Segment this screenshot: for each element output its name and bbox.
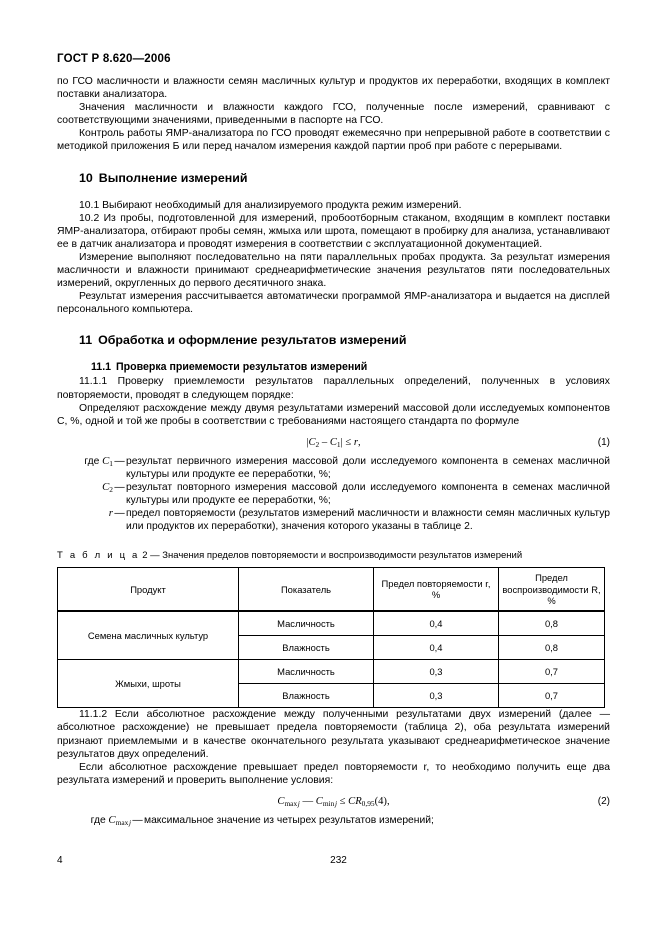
formula-1: $|C_2 - C_1| \le r$, xyxy=(306,436,361,449)
formula-1-number: (1) xyxy=(597,436,610,448)
section-10-title: Выполнение измерений xyxy=(98,170,248,185)
table-row xyxy=(58,660,605,684)
column-header-line1: Предел воспроизводимости R, xyxy=(502,572,601,595)
table-row xyxy=(58,611,605,636)
section-10-paragraph-4: Результат измерения рассчитывается автоматически программой ЯМР-анализатора и выдается на дисплей персонального компьютера. xyxy=(57,291,610,316)
cell-product: Жмыхи, шроты xyxy=(58,660,239,708)
section-10-paragraph-1: 10.1 Выбирают необходимый для анализируемого продукта режим измерений. xyxy=(79,199,462,211)
cell-indicator: Влажность xyxy=(239,684,374,708)
definition-lead: где xyxy=(90,814,106,826)
cell-reproducibility: 0,8 xyxy=(499,611,605,636)
definition-dash: — xyxy=(114,508,125,520)
definition-text: предел повторяемости (результатов измерений масличности и влажности семян масличных культур или продуктов их переработки), значения которого указаны в таблице 2. xyxy=(126,508,610,533)
footer-page-number-left: 4 xyxy=(57,855,63,866)
table-2-body xyxy=(58,611,605,708)
definition-text: результат первичного измерения массовой доли исследуемого компонента в семенах масличной культуры или продукте ее переработки, %; xyxy=(126,455,610,480)
cell-repeatability: 0,3 xyxy=(374,684,499,708)
definition-symbol: r xyxy=(108,507,113,520)
section-10-heading xyxy=(57,171,610,186)
definition-text: максимальное значение из четырех результатов измерений; xyxy=(144,814,434,826)
column-header-line1: Предел повторяемости r, xyxy=(381,577,491,589)
table-2-caption-title: Значения пределов повторяемости и воспроизводимости результатов измерений xyxy=(162,550,523,562)
section-10-paragraph-2: 10.2 Из пробы, подготовленной для измерений, пробоотборным стаканом, входящим в комплект поставки ЯМР-анализатора, отбирают пробы семян, жмыха или шрота, помещают в пробирку для анализа, устанавливают ее в датчик анализатора и проводят измерения в соответствии с эксплуатационной документацией. xyxy=(57,212,610,250)
cell-indicator: Масличность xyxy=(239,611,374,636)
cell-repeatability: 0,4 xyxy=(374,611,499,636)
cell-reproducibility: 0,7 xyxy=(499,660,605,684)
section-11-title: Обработка и оформление результатов измерений xyxy=(98,333,407,348)
column-header-reproducibility xyxy=(499,568,605,612)
table-2-caption-dash: — xyxy=(150,550,160,562)
definition-symbol: где $C_1$ xyxy=(84,454,113,468)
column-header-line2: % xyxy=(431,589,441,601)
definition-dash: — xyxy=(132,814,143,826)
section-11-1-2-paragraph: 11.1.2 Если абсолютное расхождение между полученными результатами двух измерений (далее — абсолютное расхождение) не превышает предела повторяемости (таблица 2), оба результата измерений признают приемлемыми и в качестве окончательного результата указывают среднеарифметическое значение результатов двух определений. xyxy=(57,709,610,760)
table-header-row xyxy=(58,568,605,612)
definition-row xyxy=(57,455,610,481)
column-header-line1: Продукт xyxy=(130,583,166,595)
table-2-caption-number: 2 xyxy=(142,550,148,562)
column-header-indicator xyxy=(239,568,374,612)
definition-row xyxy=(57,507,610,533)
table-2-caption xyxy=(57,550,610,562)
definition-dash: — xyxy=(114,481,125,493)
section-11-1-number: 11.1 xyxy=(91,361,112,374)
definition-symbol: $C_2$ xyxy=(102,480,113,494)
table-2 xyxy=(57,567,605,708)
section-10-number: 10 xyxy=(79,170,93,185)
cell-product: Семена масличных культур xyxy=(58,611,239,660)
intro-paragraph-3: Контроль работы ЯМР-анализатора по ГСО проводят ежемесячно при непрерывной работе в соответствии с методикой приложения Б или перед началом измерения каждой партии проб при работе с перерывами. xyxy=(57,128,610,153)
formula-1-definitions xyxy=(57,455,610,534)
column-header-repeatability xyxy=(374,568,499,612)
cell-indicator: Влажность xyxy=(239,636,374,660)
definition-symbol: где $C_{max j}$ xyxy=(90,813,131,827)
definition-row xyxy=(57,814,610,829)
cell-repeatability: 0,4 xyxy=(374,636,499,660)
cell-reproducibility: 0,7 xyxy=(499,684,605,708)
formula-2-row xyxy=(57,794,610,809)
document-header: ГОСТ Р 8.620—2006 xyxy=(57,53,171,65)
cell-indicator: Масличность xyxy=(239,660,374,684)
section-11-1-heading xyxy=(57,361,610,374)
formula-2-definitions xyxy=(57,814,610,829)
table-2-header xyxy=(58,568,605,612)
cell-reproducibility: 0,8 xyxy=(499,636,605,660)
section-11-number: 11 xyxy=(79,333,93,348)
section-10-paragraph-3: Измерение выполняют последовательно на пяти параллельных пробах продукта. За результат измерения масличности и влажности принимают среднеарифметические значения результатов пяти последовательных измерений, округленных до первого десятичного знака. xyxy=(57,251,610,290)
definition-lead: где xyxy=(84,455,100,467)
intro-paragraph-2: Значения масличности и влажности каждого ГСО, полученные после измерений, сравнивают с соответствующими значениями, приведенными в паспорте на ГСО. xyxy=(57,102,610,127)
column-header-line1: Показатель xyxy=(280,583,332,595)
column-header-line2: % xyxy=(547,595,556,607)
table-2-caption-label: Т а б л и ц а xyxy=(57,550,140,562)
formula-1-row xyxy=(57,435,610,450)
footer-page-number-center: 232 xyxy=(330,855,347,866)
section-11-condition-paragraph: Если абсолютное расхождение превышает предел повторяемости r, то необходимо получить еще два результата измерений и проверить выполнение условия: xyxy=(57,761,610,786)
definition-text: результат повторного измерения массовой доли исследуемого компонента в семенах масличной культуры или продукте ее переработки, %; xyxy=(126,481,610,507)
intro-paragraph-1: по ГСО масличности и влажности семян масличных культур и продуктов их переработки, входящих в комплект поставки анализатора. xyxy=(57,76,610,101)
cell-repeatability: 0,3 xyxy=(374,660,499,684)
definition-dash: — xyxy=(114,455,125,467)
formula-2-number: (2) xyxy=(597,795,610,807)
section-11-1-title: Проверка приемемости результатов измерений xyxy=(116,361,368,374)
definition-row xyxy=(57,481,610,507)
section-11-heading xyxy=(57,333,610,348)
formula-2: $C_{max j}$ — $C_{min j} \le CR_{0,95}(4)$, xyxy=(277,795,390,808)
section-11-1-formula-intro: Определяют расхождение между двумя результатами измерений массовой доли исследуемых компонентов С, %, одной и той же пробы в соответствии с требованиями настоящего стандарта по формуле xyxy=(57,402,610,427)
section-11-1-1-paragraph: 11.1.1 Проверку приемлемости результатов параллельных определений, полученных в условиях повторяемости, проводят в следующем порядке: xyxy=(57,376,610,401)
column-header-product xyxy=(58,568,239,612)
page-content xyxy=(57,52,610,829)
